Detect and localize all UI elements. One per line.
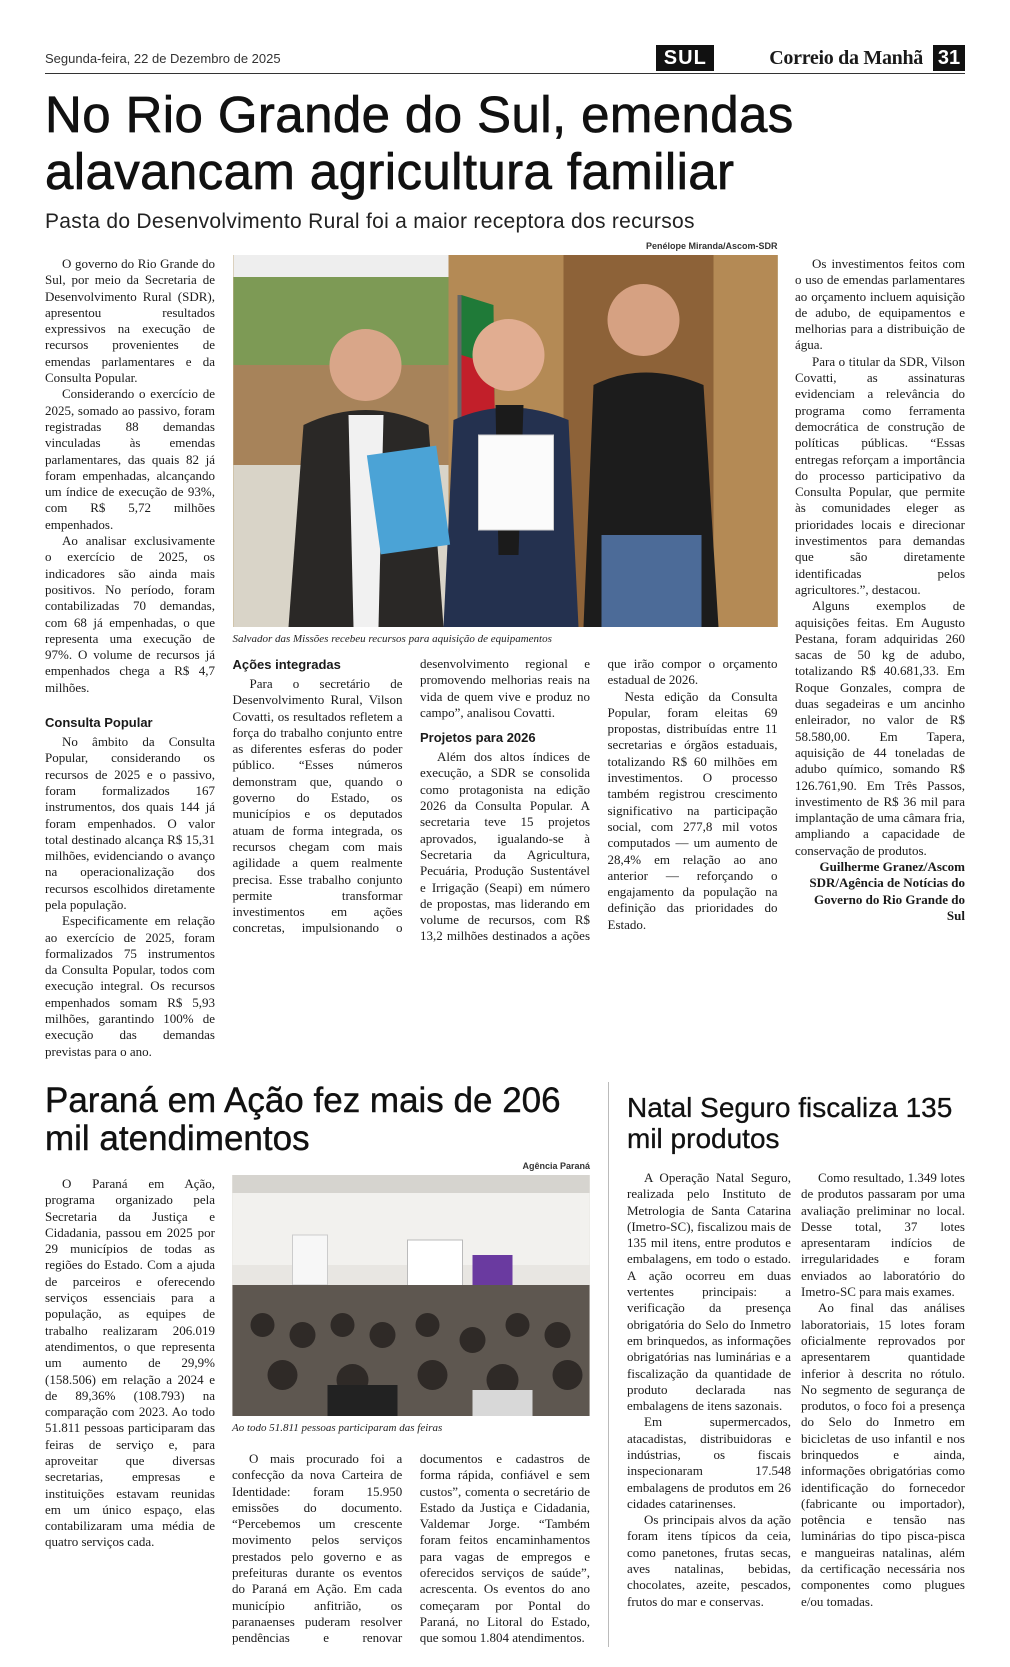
page-number: 31 (933, 45, 965, 71)
article3-columns (627, 1170, 965, 1610)
paragraph: O mais procurado foi a confecção da nova Carteira de Identidade: foram 15.950 emissões do documento. “Percebemos um crescente movimento pelos serviços prestados pelo governo e as prefeituras durante os eventos do Paraná em Ação. Em cada município anfitrião, os paranaenses puderam resolver pendências e renovar documentos e cadastros de forma rápida, confiável e sem custos”, comenta o secretário de Estado da Justiça e Cidadania, Valdemar Jorge. “Também foram feitos encaminhamentos para vagas de empregos e oferecidos serviços de saúde”, acrescenta. Os eventos do ano começaram por Pontal do Paraná, no Litoral do Estado, que somou 1.804 atendimentos. (232, 1450, 590, 1646)
article2-photo-caption: Ao todo 51.811 pessoas participaram das feiras (232, 1421, 443, 1434)
paragraph: Como resultado, 1.349 lotes de produtos passaram por uma avaliação preliminar no local. Desse total, 37 lotes apresentaram indícios de irregularidades e foram enviados ao laboratório do Imetro-SC para mais exames. (801, 1169, 965, 1300)
article1-center (233, 240, 778, 1060)
article2-photo (232, 1175, 590, 1416)
article3-headline: Natal Seguro fiscaliza 135 mil produtos (627, 1091, 953, 1154)
paragraph: Além dos altos índices de execução, a SDR se consolida como protagonista na edição 2026 da Consulta Popular. A secretaria teve 15 projetos aprovados, igualando-se à Secretaria da Agricultura, Pecuária, Produção Sustentável e Irrigação (Seapi) em número de propostas, mas liderando em volume de recursos, com R$ 13,2 milhões destinados a ações que irão compor o orçamento estadual de 2026. (420, 656, 778, 944)
article1-headline (45, 86, 965, 200)
photo-three-men-illustration (233, 255, 778, 627)
paragraph: Os principais alvos da ação foram itens típicos da ceia, como panetones, frutas secas, aves natalinas, bebidas, chocolates, azeite, pescados, frutos do mar e conservas. (627, 1512, 791, 1609)
paragraph: Ao analisar exclusivamente o exercício de 2025, os indicadores são ainda mais positivos. No período, foram contabilizadas 70 demandas, com 68 já empenhadas, o que representa uma execução de 97%. O volume de recursos já empenhados chega a R$ 4,7 milhões. (45, 533, 215, 695)
article1-signature: Guilherme Granez/Ascom SDR/Agência de Notícias do Governo do Rio Grande do Sul (809, 858, 965, 923)
article2-headline: Paraná em Ação fez mais de 206 mil atendimentos (45, 1080, 561, 1158)
article1-column-right (795, 240, 965, 1060)
newspaper-logo: Correio da Manhã (769, 46, 923, 69)
page-header (45, 44, 965, 74)
newspaper-page (45, 0, 965, 1667)
paragraph: Nesta edição da Consulta Popular, foram eleitas 69 propostas, distribuídas entre 11 secretarias e órgãos estaduais, totalizando R$ 60 milhões em investimentos. O processo também registrou crescimento significativo na participação social, com 277,8 mil votos computados — um aumento de 28,4% em relação ao ano anterior — reforçando o engajamento da população na definição das prioridades do Estado. (607, 688, 778, 932)
photo-crowd-illustration (232, 1175, 590, 1416)
headline-line: alavancam agricultura familiar (45, 143, 735, 200)
paragraph: O Paraná em Ação, programa organizado pela Secretaria da Justiça e Cidadania, passou em 2025 por 29 municípios de todas as regiões do Estado. Com a ajuda de parceiros e oferecendo serviços essenciais para a população, as equipes de trabalho realizaram 206.019 atendimentos, o que representa um aumento de 29,9% (158.506) em relação a 2024 e de 89,36% (108.793) na comparação com 2023. Ao todo 51.811 pessoas participaram das feiras de serviço e, para aproveitar que diversas secretarias, empresas e instituições estavam reunidas em um único espaço, elas contabilizaram uma média de quatro serviços cada. (45, 1175, 215, 1550)
article1-body (45, 240, 965, 1060)
paragraph: O governo do Rio Grande do Sul, por meio da Secretaria de Desenvolvimento Rural (SDR), apresentou resultados expressivos na execução de recursos provenientes de emendas parlamentares e da Consulta Popular. (45, 256, 215, 386)
paragraph: Para o secretário de Desenvolvimento Rural, Vilson Covatti, os resultados refletem a força do trabalho conjunto entre as diferentes esferas do poder público. “Esses números demonstram que, quando o governo do Estado, os municípios e os deputados atuam de forma integrada, os recursos chegam com mais agilidade a quem realmente precisa. Esse trabalho conjunto permite transformar investimentos em ações concretas, impulsionando o desenvolvimento regional e promovendo melhorias reais na vida de quem vive e produz no campo”, analisou Covatti. (232, 656, 590, 936)
article2-body (45, 1160, 590, 1647)
article2 (45, 1082, 609, 1647)
lower-section (45, 1082, 965, 1647)
subhead-consulta-popular: Consulta Popular (45, 715, 153, 731)
paragraph: Especificamente em relação ao exercício de 2025, foram formalizados 75 instrumentos da Consulta Popular, todos com execução integral. Os recursos empenhados somam R$ 5,93 milhões, garantindo 100% de execução das demandas previstas para o ano. (45, 913, 215, 1059)
paragraph: Para o titular da SDR, Vilson Covatti, as assinaturas evidenciam a relevância do programa como ferramenta democrática de construção de políticas públicas. “Essas entregas reforçam a importância do processo participativo da Consulta Popular, que permite às comunidades eleger as prioridades locais e direcionar investimentos para demandas que são diretamente identificadas pelos agricultores.”, destacou. (795, 353, 965, 597)
subhead-acoes-integradas: Ações integradas (232, 657, 341, 672)
article2-right (232, 1160, 590, 1647)
paragraph: Os investimentos feitos com o uso de emendas parlamentares ao orçamento incluem aquisição de adubo, de equipamentos e melhorias para a distribuição de água. (795, 256, 965, 353)
paragraph: Ao final das análises laboratoriais, 15 lotes foram oficialmente reprovados por apresentarem quantidade inferior à descrita no rótulo. No segmento de segurança de produtos, o foco foi a presença do Selo do Inmetro em bicicletas de uso infantil e nos brinquedos e ainda, informações obrigatórias como identificação do fornecedor (fabricante ou importador), potência e tensão nas luminárias do tipo pisca-pisca e mangueiras natalinas, além da certificação necessária nos componentes como plugues e/ou tomadas. (801, 1300, 965, 1609)
subhead-projetos-2026: Projetos para 2026 (420, 730, 536, 746)
paragraph: A Operação Natal Seguro, realizada pelo Instituto de Metrologia de Santa Catarina (Imetro-SC), fiscalizou mais de 135 mil itens, entre produtos e embalagens, em todo o estado. A ação ocorreu em duas vertentes principais: a verificação da presença obrigatória do Selo do Inmetro em brinquedos, as informações obrigatórias nas luminárias e a fiscalização da quantidade de produto declarada nas embalagens de itens sazonais. (627, 1169, 791, 1414)
article1-photo (233, 255, 778, 627)
article1-subtitle: Pasta do Desenvolvimento Rural foi a maior receptora dos recursos (45, 210, 695, 233)
article3 (609, 1082, 965, 1610)
headline-line: No Rio Grande do Sul, emendas (45, 86, 794, 143)
issue-date: Segunda-feira, 22 de Dezembro de 2025 (45, 50, 281, 66)
article1-column-left (45, 240, 215, 1060)
article2-columns-2-3 (232, 1451, 590, 1647)
article2-photo-credit: Agência Paraná (522, 1160, 590, 1171)
article1-photo-caption: Salvador das Missões recebeu recursos para aquisição de equipamentos (232, 633, 552, 645)
section-label: SUL (656, 45, 714, 71)
paragraph: Considerando o exercício de 2025, somado ao passivo, foram registradas 88 demandas vinculadas às emendas parlamentares, das quais 82 já foram empenhadas, alcançando um índice de execução de 93%, com R$ 5,72 milhões empenhados. (45, 386, 215, 532)
article1-middle-columns (233, 656, 778, 945)
article2-column-1 (45, 1160, 215, 1647)
paragraph: Em supermercados, atacadistas, distribuidoras e indústrias, os fiscais inspecionaram 17.548 embalagens de produtos em 26 cidades catarinenses. (627, 1414, 791, 1511)
photo-credit: Penélope Miranda/Ascom-SDR (645, 241, 778, 251)
paragraph: No âmbito da Consulta Popular, considerando os recursos de 2025 e o passivo, foram formalizados 167 instrumentos, dos quais 144 já foram empenhados. O valor total destinado alcança R$ 15,31 milhões, evidenciando o avanço na operacionalização dos recursos escolhidos diretamente pela população. (45, 734, 215, 912)
paragraph: Alguns exemplos de aquisições feitas. Em Augusto Pestana, foram adquiridas 260 sacas de 50 kg de adubo, totalizando R$ 40.681,33. Em Roque Gonzales, compra de duas segadeiras e um ancinho enleirador, no valor de R$ 58.580,00. Em Tapera, aquisição de 44 toneladas de adubo químico, somando R$ 126.761,90. Em Três Passos, investimento de R$ 36 mil para implantação de uma câmara fria, ampliando a capacidade de conservação de produtos. (795, 598, 965, 858)
